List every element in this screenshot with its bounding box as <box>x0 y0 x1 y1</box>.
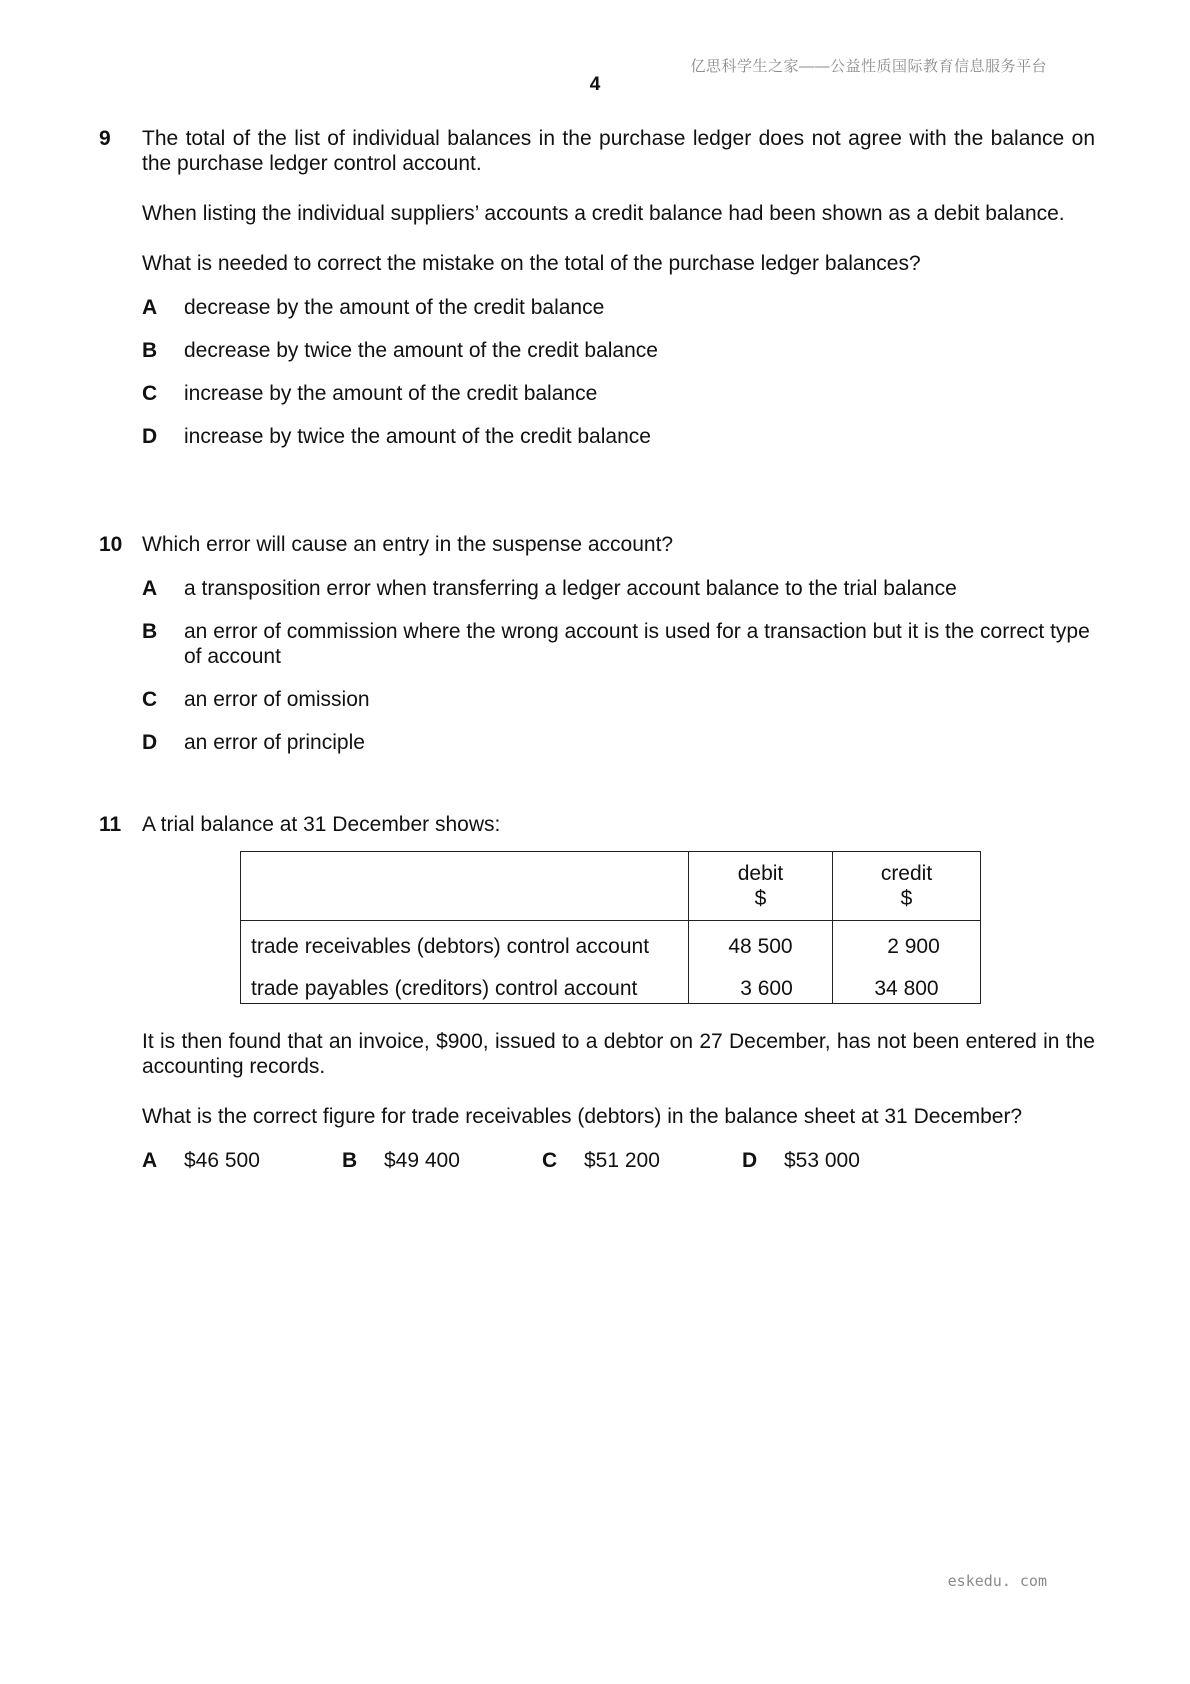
trial-balance-table <box>240 851 981 1004</box>
account-name: trade receivables (debtors) control account <box>241 921 689 960</box>
debit-label: debit <box>737 862 784 885</box>
question-body <box>142 126 1095 449</box>
option-letter: B <box>342 1149 358 1172</box>
option-letter: C <box>142 382 158 405</box>
question-intro: A trial balance at 31 December shows: <box>142 813 501 836</box>
option-d[interactable] <box>142 424 1095 449</box>
option-text: $53 000 <box>784 1149 860 1172</box>
table-row <box>241 921 981 960</box>
footer-site-text: eskedu. com <box>947 1572 1047 1590</box>
option-text: $49 400 <box>384 1149 460 1172</box>
option-letter: D <box>742 1149 758 1172</box>
option-a[interactable] <box>142 576 1095 601</box>
question-paragraph: It is then found that an invoice, $900, issued to a debtor on 27 December, has not been entered in the accounting records. <box>142 1030 1095 1078</box>
question-stem: What is needed to correct the mistake on the total of the purchase ledger balances? <box>142 252 921 275</box>
option-text: a transposition error when transferring a ledger account balance to the trial balance <box>184 577 957 600</box>
page-number: 4 <box>589 74 601 95</box>
option-text: an error of commission where the wrong account is used for a transaction but it is the correct type of account <box>184 620 1090 668</box>
option-letter: A <box>142 1149 158 1172</box>
option-c[interactable] <box>542 1148 660 1173</box>
credit-value: 2 900 <box>833 921 981 960</box>
option-text: an error of principle <box>184 731 365 754</box>
option-text: $46 500 <box>184 1149 260 1172</box>
option-letter: D <box>142 731 158 754</box>
option-a[interactable] <box>142 1148 260 1173</box>
table-header-credit <box>833 852 981 921</box>
question-11 <box>99 812 1095 1173</box>
debit-unit: $ <box>754 887 767 910</box>
question-number: 11 <box>99 813 122 836</box>
account-name: trade payables (creditors) control account <box>241 959 689 1004</box>
option-letter: B <box>142 339 158 362</box>
credit-label: credit <box>880 862 933 885</box>
option-letter: C <box>542 1149 558 1172</box>
question-paragraph: The total of the list of individual balances in the purchase ledger does not agree with the balance on the purchase ledger control account. <box>142 127 1095 175</box>
option-b[interactable] <box>142 338 1095 363</box>
credit-value: 34 800 <box>833 959 981 1004</box>
option-text: increase by the amount of the credit balance <box>184 382 598 405</box>
option-text: decrease by twice the amount of the credit balance <box>184 339 658 362</box>
table-row <box>241 959 981 1004</box>
question-9 <box>99 126 1095 467</box>
question-number: 9 <box>99 127 111 150</box>
question-body <box>142 532 1095 755</box>
option-c[interactable] <box>142 687 1095 712</box>
option-letter: D <box>142 425 158 448</box>
option-text: $51 200 <box>584 1149 660 1172</box>
credit-unit: $ <box>900 887 913 910</box>
option-d[interactable] <box>142 730 1095 755</box>
question-stem: Which error will cause an entry in the suspense account? <box>142 533 674 556</box>
option-letter: B <box>142 620 158 643</box>
option-text: an error of omission <box>184 688 370 711</box>
watermark-text: 亿思科学生之家——公益性质国际教育信息服务平台 <box>690 58 1047 75</box>
option-a[interactable] <box>142 295 1095 320</box>
option-letter: A <box>142 577 158 600</box>
debit-value: 3 600 <box>689 959 833 1004</box>
table-header-blank <box>241 852 689 921</box>
question-body <box>142 812 1095 1173</box>
question-paragraph: When listing the individual suppliers’ accounts a credit balance had been shown as a debit balance. <box>142 202 1065 225</box>
debit-value: 48 500 <box>689 921 833 960</box>
option-text: decrease by the amount of the credit balance <box>184 296 605 319</box>
option-c[interactable] <box>142 381 1095 406</box>
option-letter: C <box>142 688 158 711</box>
options-row <box>142 1148 1095 1173</box>
table-header-debit <box>689 852 833 921</box>
question-10 <box>99 532 1095 773</box>
question-number: 10 <box>99 533 123 556</box>
option-text: increase by twice the amount of the credit balance <box>184 425 651 448</box>
question-stem: What is the correct figure for trade receivables (debtors) in the balance sheet at 31 December? <box>142 1105 1023 1128</box>
option-d[interactable] <box>742 1148 860 1173</box>
option-b[interactable] <box>342 1148 460 1173</box>
option-b[interactable] <box>142 619 1095 669</box>
table-header-row <box>241 852 981 921</box>
option-letter: A <box>142 296 158 319</box>
